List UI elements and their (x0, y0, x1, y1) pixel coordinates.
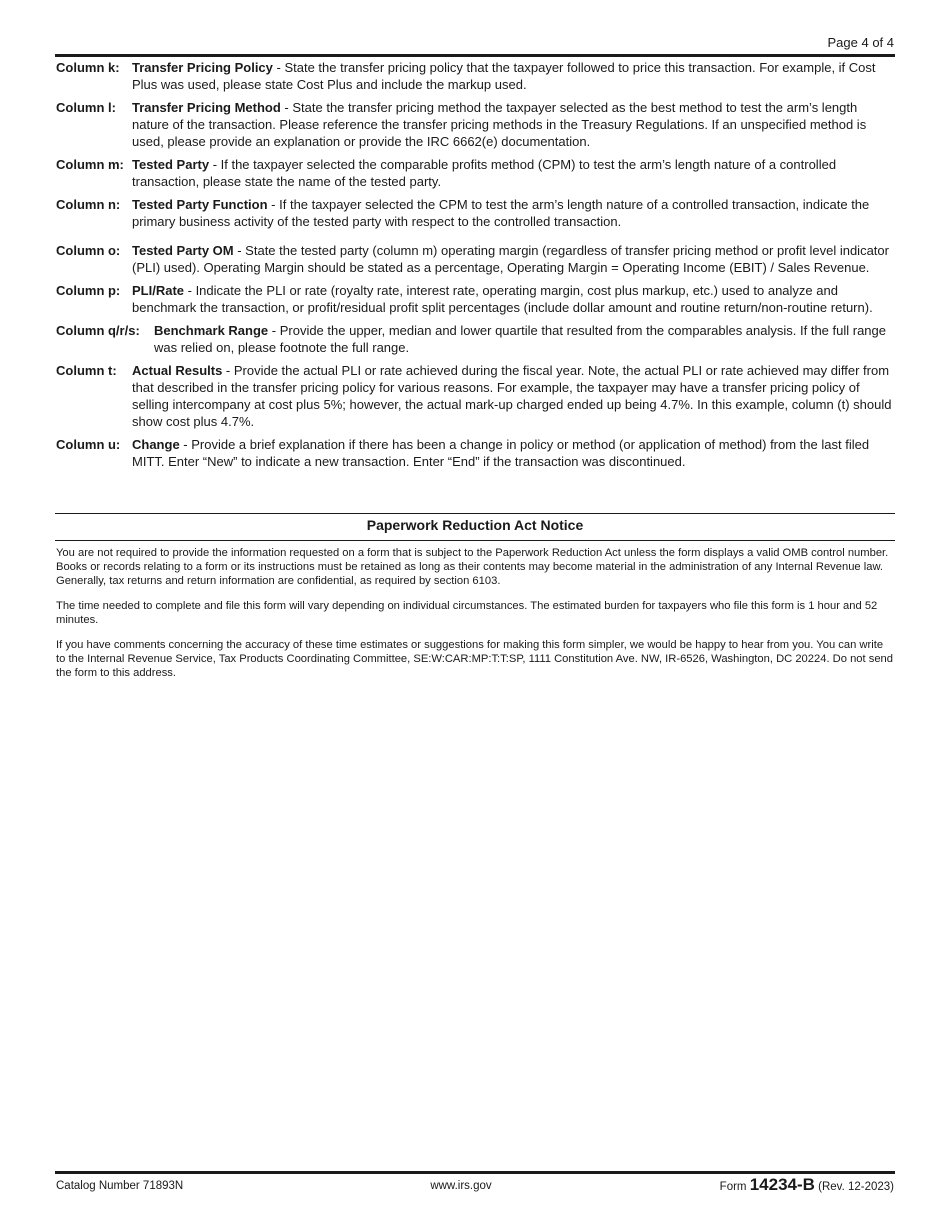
column-title: Actual Results (132, 363, 223, 378)
column-description: - State the transfer pricing method the taxpayer selected as the best method to test the arm’s length nature of the transaction. Please reference the transfer pricing methods in the Treasury Regulations. If an unspecified method is used, please provide an explanation or provide the IRC 6662(e) documentation. (132, 100, 867, 149)
column-o-entry (56, 242, 895, 276)
column-title: PLI/Rate (132, 283, 185, 298)
notice-paragraph: If you have comments concerning the accuracy of these time estimates or suggestions for making this form simpler, we would be happy to hear from you. You can write to the Internal Revenue Service, Tax Products Coordinating Committee, SE:W:CAR:MP:T:T:SP, 1111 Constitution Ave. NW, IR-6526, Washington, DC 20224. Do not send the form to this address. (56, 639, 893, 679)
column-description: - Provide the actual PLI or rate achieved during the fiscal year. Note, the actual PLI or rate achieved may differ from that described in the transfer pricing policy for various reasons. For example, the taxpayer may have a transfer pricing policy of selling intercompany at cost plus 5%; however, the actual mark-up charged ended up being 4.7%. In this example, column (t) should show cost plus 4.7%. (132, 363, 892, 429)
footer-rule (55, 1171, 895, 1174)
column-title: Transfer Pricing Policy (132, 60, 273, 75)
column-qrs-entry (56, 322, 895, 356)
form-id (720, 1175, 894, 1195)
column-u-entry (56, 436, 895, 470)
notice-paragraph: The time needed to complete and file this form will vary depending on individual circumstances. The estimated burden for taxpayers who file this form is 1 hour and 52 minutes. (56, 600, 878, 626)
column-label: Column l: (56, 100, 116, 115)
column-p-entry (56, 282, 895, 316)
column-label: Column q/r/s: (56, 323, 140, 338)
form-number: 14234-B (749, 1175, 815, 1194)
top-rule (55, 54, 895, 57)
column-description: - Provide a brief explanation if there has been a change in policy or method (or application of method) from the last filed MITT. Enter “New” to indicate a new transaction. Enter “End” if the transaction was discontinued. (132, 437, 870, 469)
column-description: - If the taxpayer selected the CPM to test the arm’s length nature of a controlled transaction, indicate the primary business activity of the tested party with respect to the controlled transaction. (132, 197, 870, 229)
column-description: - Indicate the PLI or rate (royalty rate, interest rate, operating margin, cost plus markup, etc.) used to analyze and benchmark the transaction, or profit/residual profit split percentages (include dollar amount and routine return/non-routine return). (132, 283, 873, 315)
column-n-entry (56, 196, 895, 230)
column-label: Column t: (56, 363, 117, 378)
notice-paragraph: You are not required to provide the information requested on a form that is subject to the Paperwork Reduction Act unless the form displays a valid OMB control number. Books or records relating to a form or its instructions must be retained as long as their contents may become material in the administration of any Internal Revenue law. Generally, tax returns and return information are confidential, as required by section 6103. (56, 547, 889, 587)
form-prefix: Form (719, 1181, 747, 1193)
column-label: Column n: (56, 197, 121, 212)
website: www.irs.gov (430, 1180, 492, 1192)
column-instructions (56, 59, 895, 476)
column-label: Column u: (56, 437, 121, 452)
column-l-entry (56, 99, 895, 150)
paperwork-notice (56, 546, 895, 691)
column-title: Tested Party OM (132, 243, 234, 258)
column-label: Column o: (56, 243, 121, 258)
column-description: - State the transfer pricing policy that the taxpayer followed to price this transaction. For example, if Cost Plus was used, please state Cost Plus and include the markup used. (132, 60, 876, 92)
catalog-number: Catalog Number 71893N (56, 1180, 184, 1192)
column-description: - State the tested party (column m) operating margin (regardless of transfer pricing method or profit level indicator (PLI) used). Operating Margin should be stated as a percentage, Operating Margin = Operating Income (EBIT) / Sales Revenue. (132, 243, 889, 275)
form-revision: (Rev. 12-2023) (818, 1181, 894, 1193)
column-title: Transfer Pricing Method (132, 100, 281, 115)
notice-divider (55, 540, 895, 541)
column-title: Tested Party (132, 157, 210, 172)
section-divider (55, 513, 895, 514)
column-label: Column k: (56, 60, 120, 75)
column-label: Column p: (56, 283, 121, 298)
column-description: - If the taxpayer selected the comparable profits method (CPM) to test the arm’s length nature of a controlled transaction, please state the name of the tested party. (132, 157, 837, 189)
column-title: Change (132, 437, 180, 452)
column-k-entry (56, 59, 895, 93)
column-m-entry (56, 156, 895, 190)
column-title: Tested Party Function (132, 197, 268, 212)
notice-heading: Paperwork Reduction Act Notice (366, 517, 584, 533)
page-number: Page 4 of 4 (827, 35, 894, 50)
column-title: Benchmark Range (154, 323, 269, 338)
column-t-entry (56, 362, 895, 430)
column-label: Column m: (56, 157, 124, 172)
column-description: - Provide the upper, median and lower quartile that resulted from the comparables analysis. If the full range was relied on, please footnote the full range. (154, 323, 886, 355)
